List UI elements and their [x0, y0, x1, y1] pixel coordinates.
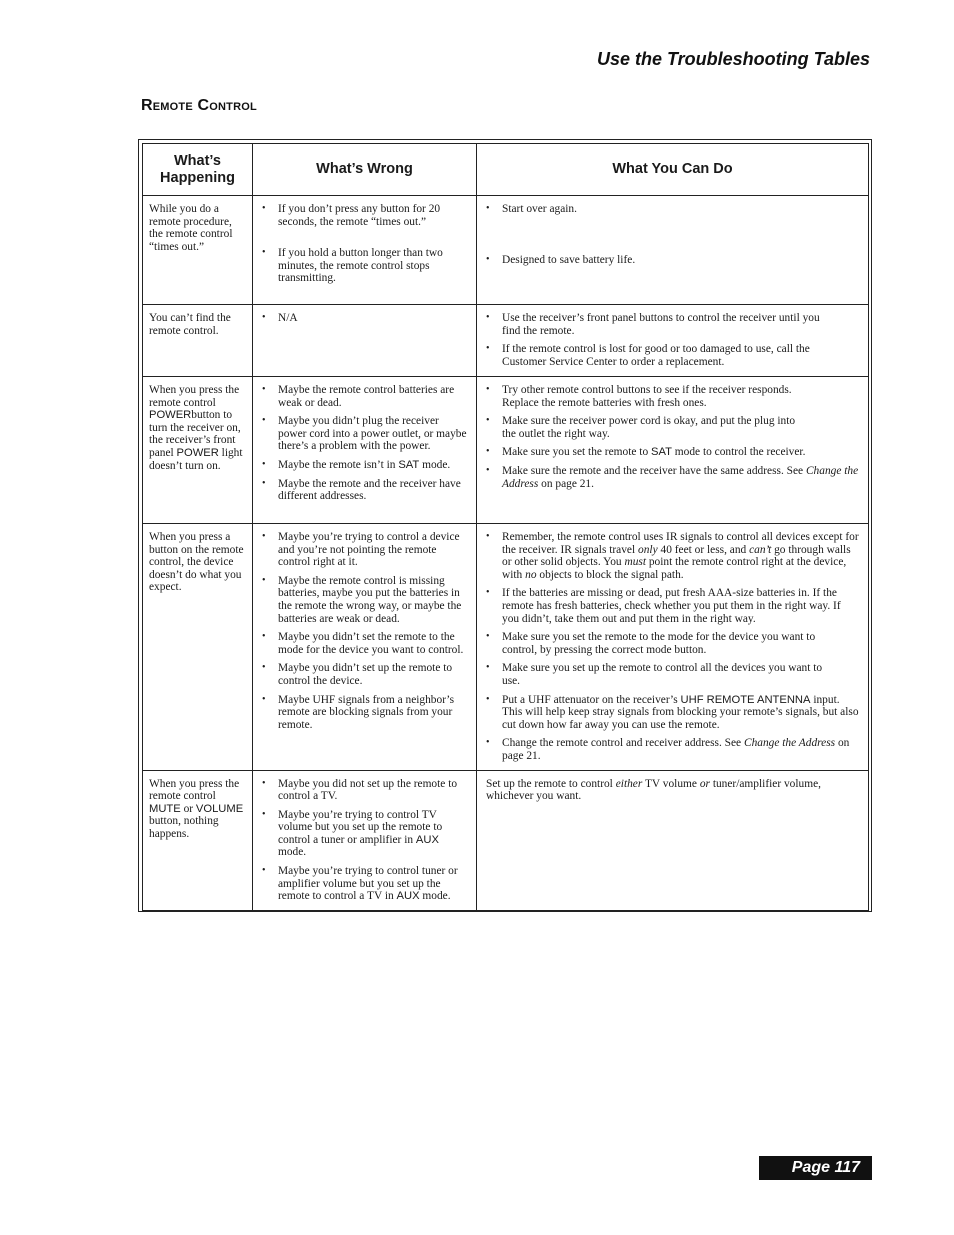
item-text: Remember, the remote control uses IR signals to control all devices except for the receiver. IR signals travel — [502, 531, 859, 556]
list-item: • Make sure you set the remote to the mode for the device you want to control, by pressing the correct mode button. — [483, 631, 860, 656]
emphasis-text: either — [615, 777, 643, 790]
cell-do — [477, 196, 869, 305]
header-what-you-can-do: What You Can Do — [477, 144, 869, 196]
item-text: Change the remote control and receiver address. See — [502, 737, 742, 750]
list-item: • Designed to save battery life. — [483, 254, 860, 267]
emphasis-text: must — [624, 556, 646, 569]
table-row — [143, 770, 869, 910]
cell-do — [477, 770, 869, 910]
item-text: Maybe you’re trying to control tuner or amplifier volume but you set up the remote to control a TV in — [278, 865, 458, 903]
table-row — [143, 305, 869, 377]
item-text: Put a UHF attenuator on the receiver’s — [502, 693, 678, 706]
item-text: mode. — [422, 458, 451, 471]
sat-mode-label: SAT — [398, 458, 420, 471]
table-row — [143, 377, 869, 524]
list-item: • Maybe you did not set up the remote to control a TV. — [259, 778, 468, 803]
list-item: • Maybe you didn’t set the remote to the mode for the device you want to control. — [259, 631, 468, 656]
aux-mode-label: AUX — [396, 890, 420, 903]
happening-text: button, nothing happens. — [149, 815, 219, 840]
table-header-row — [143, 144, 869, 196]
uhf-antenna-label: UHF REMOTE ANTENNA — [680, 693, 811, 706]
happening-text: light doesn’t turn on. — [149, 446, 243, 472]
header-whats-wrong: What’s Wrong — [253, 144, 477, 196]
list-item: • Maybe the remote and the receiver have different addresses. — [259, 478, 468, 503]
list-item — [259, 459, 468, 472]
volume-button-label: VOLUME — [195, 802, 244, 815]
list-item — [483, 446, 860, 459]
item-text: Make sure the remote and the receiver have the same address. See — [502, 464, 804, 477]
list-item: • If you don’t press any button for 20 seconds, the remote “times out.” — [259, 203, 468, 228]
item-text: mode. — [278, 846, 307, 859]
troubleshooting-table-frame — [138, 139, 872, 912]
aux-mode-label: AUX — [415, 833, 439, 846]
table-row — [143, 524, 869, 771]
list-item: • Maybe you didn’t set up the remote to control the device. — [259, 662, 468, 687]
list-item: • Maybe you didn’t plug the receiver power cord into a power outlet, or maybe there’s a problem with the power. — [259, 415, 468, 453]
item-text: mode to control the receiver. — [674, 446, 806, 459]
cell-wrong — [253, 770, 477, 910]
list-item: • Make sure you set up the remote to control all the devices you want to use. — [483, 662, 860, 687]
cell-wrong — [253, 377, 477, 524]
item-text: on page 21. — [502, 737, 850, 762]
cell-do — [477, 377, 869, 524]
emphasis-text: or — [699, 777, 710, 790]
list-item: • Start over again. — [483, 203, 860, 216]
header-whats-happening: What’s Happening — [143, 144, 253, 196]
list-item: • N/A — [259, 312, 468, 325]
power-button-label: POWER — [149, 409, 192, 422]
cell-happening: You can’t find the remote control. — [143, 305, 253, 377]
item-text: Maybe the remote isn’t in — [278, 458, 396, 471]
page-number-badge: Page 117 — [759, 1156, 872, 1180]
mute-button-label: MUTE — [149, 802, 181, 815]
emphasis-text: only — [638, 543, 658, 556]
list-item — [483, 737, 860, 762]
list-item: • Maybe you’re trying to control a device and you’re not pointing the remote control right at it. — [259, 531, 468, 569]
emphasis-text: no — [525, 568, 537, 581]
list-item: • If the batteries are missing or dead, put fresh AAA-size batteries in. If the remote has fresh batteries, check whether you put them in the right way. If you didn’t, take them out and put them in the right way. — [483, 587, 860, 625]
item-text: 40 feet or less, and — [660, 543, 747, 556]
running-head-title: Use the Troubleshooting Tables — [596, 49, 870, 69]
emphasis-text: can’t — [749, 543, 772, 556]
list-item — [259, 865, 468, 903]
item-text: mode. — [422, 890, 451, 903]
cell-wrong — [253, 305, 477, 377]
list-item: • Maybe the remote control is missing batteries, maybe you put the batteries in the remote the wrong way, or maybe the batteries are weak or dead. — [259, 575, 468, 625]
cell-do — [477, 305, 869, 377]
power-light-label: POWER — [176, 446, 219, 459]
list-item: • Maybe UHF signals from a neighbor’s remote are blocking signals from your remote. — [259, 694, 468, 732]
cross-reference-link[interactable]: Change the Address — [502, 464, 859, 490]
item-text: objects to block the signal path. — [539, 568, 684, 581]
list-item — [483, 531, 860, 581]
sat-mode-label: SAT — [651, 446, 672, 459]
list-item: • If the remote control is lost for good or too damaged to use, call the Customer Service Center to order a replacement. — [483, 343, 860, 368]
list-item: • Try other remote control buttons to see if the receiver responds. Replace the remote batteries with fresh ones. — [483, 384, 860, 409]
list-item — [483, 465, 860, 490]
happening-text: button to turn the receiver on, the receiver’s front panel — [149, 409, 241, 459]
table-row — [143, 196, 869, 305]
happening-text: When you press the remote control — [149, 384, 240, 409]
cell-wrong — [253, 196, 477, 305]
cell-happening: When you press a button on the remote control, the device doesn’t do what you expect. — [143, 524, 253, 771]
item-text: Maybe you’re trying to control TV volume but you set up the remote to control a tuner or amplifier in — [278, 808, 443, 846]
item-text: tuner/amplifier volume, whichever you want. — [486, 777, 821, 803]
item-text: TV volume — [644, 777, 697, 790]
cell-happening: While you do a remote procedure, the remote control “times out.” — [143, 196, 253, 305]
happening-text: or — [183, 802, 194, 815]
list-item: • Use the receiver’s front panel buttons to control the receiver until you find the remote. — [483, 312, 860, 337]
list-item — [483, 694, 860, 732]
cell-do — [477, 524, 869, 771]
item-text: go through walls or other solid objects. You — [502, 543, 851, 569]
list-item: • Make sure the receiver power cord is okay, and put the plug into the outlet the right way. — [483, 415, 860, 440]
cell-wrong — [253, 524, 477, 771]
item-text: point the remote control right at the device, with — [502, 556, 847, 581]
happening-text: When you press the remote control — [149, 777, 240, 803]
item-text: Make sure you set the remote to — [502, 446, 649, 459]
item-text: Set up the remote to control — [486, 777, 613, 790]
cross-reference-link[interactable]: Change the Address — [743, 737, 836, 750]
section-title: Remote Control — [141, 97, 257, 114]
cell-happening — [143, 770, 253, 910]
item-text: on page 21. — [541, 477, 594, 490]
list-item: • If you hold a button longer than two minutes, the remote control stops transmitting. — [259, 247, 468, 285]
list-item: • Maybe the remote control batteries are weak or dead. — [259, 384, 468, 409]
cell-happening — [143, 377, 253, 524]
item-text: input. This will help keep stray signals from blocking your remote’s signals, but also cut down how far away you can use the remote. — [502, 693, 859, 731]
list-item — [259, 809, 468, 859]
troubleshooting-table — [142, 143, 869, 911]
